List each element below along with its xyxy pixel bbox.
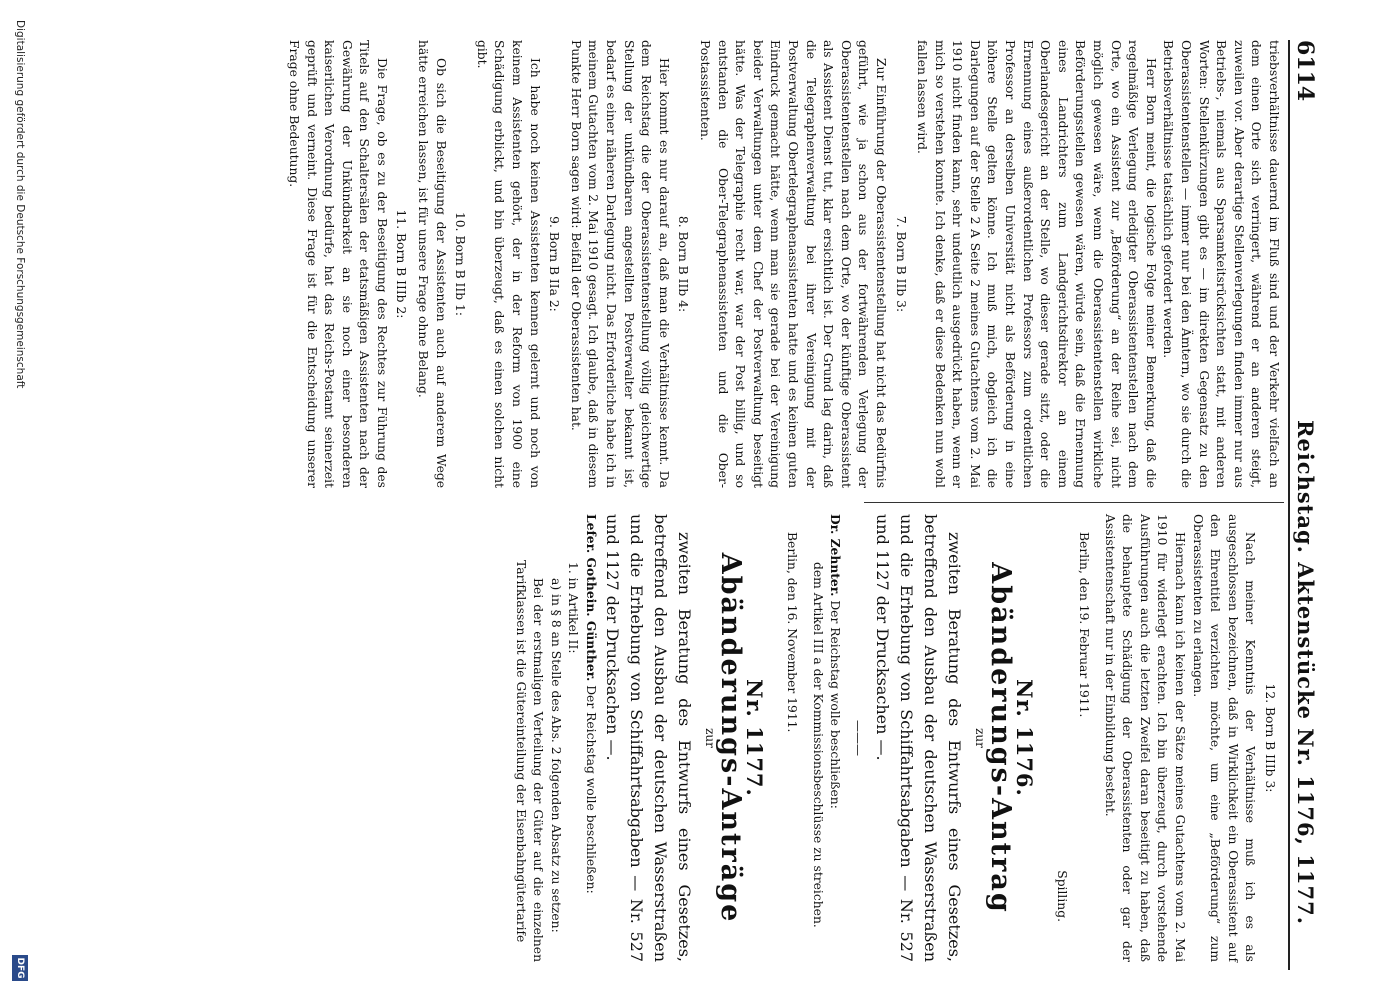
subsection-heading: 12. Born B IIIb 3:: [1263, 683, 1277, 793]
paragraph: Hiernach kann ich keinen der Sätze meines Gutachtens vom 2. Mai 1910 für widerlegt erachten. Ich bin überzeugt, durch vorstehende Ausführungen auch die letzten Zweifel daran beseitigt zu haben, daß die behauptete Schädigung der Oberassistenten oder gar der Assistentenschaft nur in der Einbildung besteht.: [1102, 514, 1188, 962]
motion-subitem: a) in § 8 an Stelle des Abs. 2 folgenden Absatz zu setzen:: [548, 578, 563, 933]
motion-subitem-text: Bei der erstmaligen Verteilung der Güter auf die einzelnen Tarifklassen ist die Gütereinteilung der Eisenbahngütertarife: [513, 560, 546, 962]
paragraph: Herr Born meint, die logische Folge meiner Bemerkung, daß die regelmäßige Verlegung erledigter Oberassistentenstellen nach dem Orte, wo ein Assistent zur „Beförderung“ an der Reihe sei, nicht möglich gewesen wäre, wenn die Oberassistentenstellen wirkliche Beförderungsstellen gewesen wären, würde sein, daß die Ernennung eines Landrichters zum Landgerichtsdirektor an einem Oberlandesgericht an der Stelle, wo dieser gerade sitzt, oder die Ernennung eines außerordentlichen Professors zum ordentlichen Professor an derselben Universität nicht als Beförderung in eine höhere Stelle gelten könne. Ich muß mich, obgleich ich die Darlegungen auf der Stelle 2 A Seite 2 meines Gutachtens vom 2. Mai 1910 nicht finden kann, sehr undeutlich ausgedrückt haben, wenn er mich so verstehen konnte. Ich denke, daß er diese Bedenken nun wohl fallen lassen wird.: [915, 40, 1158, 488]
paragraph: Die Frage, ob es zu der Beseitigung des Rechtes zur Führung des Titels auf den Schaltersälen der etatsmäßigen Assistenten nach der Gewährung der Unkündbarkeit an sie noch einer besonderen kaiserlichen Verordnung bedürfe, hat das Reichs-Postamt seinerzeit geprüft und verneint. Diese Frage ist für die Entscheidung unserer Frage ohne Bedeutung.: [286, 40, 389, 488]
motion-text: [826, 514, 845, 962]
motion-text: [581, 514, 600, 962]
motion-item: 1. in Artikel II:: [566, 562, 581, 654]
document-number: Nr. 1177.: [741, 679, 767, 797]
paragraph: Hier kommt es nur darauf an, daß man die Verhältnisse kennt. Da dem Reichstag die der Oberassistentenstellung völlig gleichwertige Stellung der unkündbaren angestellten Postverwalter bekannt ist, bedarf es einer näheren Darlegung nicht. Das Erforderliche habe ich in meinem Gutachten vom 2. Mai 1910 gesagt. Ich glaube, daß in diesem Punkte Herr Born sagen wird: Beifall der Oberassistenten hat.: [568, 40, 671, 488]
subsection-heading: 11. Born B IIIb 2:: [394, 209, 409, 319]
motion-heading: Abänderungs-Anträge: [715, 552, 747, 924]
subsection-heading: 9. Born B IIa 2:: [547, 216, 562, 312]
separator: ———: [851, 720, 866, 756]
zur-label: zur: [972, 728, 987, 748]
dateline: Berlin, den 19. Februar 1911.: [1077, 532, 1092, 718]
paragraph: triebsverhältnisse dauernd im Fluß sind und der Verkehr vielfach an dem einen Orte sich verringert, während er an anderen steigt, zuweilen vor. Aber derartige Stellenverlegungen finden immer nur aus Betriebs-, niemals aus Sparsamkeitsrücksichten statt, mit anderen Worten: Stellenkürzungen gibt es — im direkten Gegensatz zu den Oberassistentenstellen — immer nur bei den Ämtern, wo sie durch die Betriebsverhältnisse tatsächlich gefordert werden.: [1161, 40, 1281, 488]
paragraph: Nach meiner Kenntnis der Verhältnisse muß ich es als ausgeschlossen bezeichnen, daß in Wirklichkeit ein Oberassistent auf den Ehrentitel verzichten möchte, um eine „Beförderung“ zum Oberassistenten zu erlangen.: [1190, 514, 1258, 962]
credit-text: Digitalisierung gefördert durch die Deutsche Forschungsgemeinschaft: [14, 20, 26, 389]
right-column: [511, 514, 1282, 962]
subsection-heading: 10. Born B IIb 1:: [453, 211, 468, 317]
dfg-logo: DFG: [12, 955, 28, 981]
left-column: [284, 40, 1282, 488]
subsection-heading: 8. Born B IIb 4:: [676, 215, 691, 313]
column-divider: [864, 502, 1284, 503]
subsection-heading: 7. Born B IIb 3:: [893, 215, 908, 313]
page-header: [1290, 40, 1320, 970]
paragraph: Ich habe noch keinen Assistenten kennen gelernt und noch von keinem Assistenten gehört, der in der Reform von 1900 eine Schädigung erblickt, und bin überzeugt, daß es einen solchen nicht gibt.: [474, 40, 542, 488]
motion-heading: Abänderungs-Antrag: [985, 562, 1017, 914]
motion-formula: Der Reichstag wolle beschließen:: [828, 600, 843, 809]
paragraph: Ob sich die Beseitigung der Assistenten auch auf anderem Wege hätte erreichen lassen, ist für unsere Frage ohne Belang.: [416, 40, 448, 488]
paragraph: Zur Einführung der Oberassistentenstellung hat nicht das Bedürfnis geführt, wie ja schon aus der fortwährenden Verlegung der Oberassistentenstellen nach dem Orte, wo der künftige Oberassistent als Assistent Dienst tut, klar ersichtlich ist. Der Grund lag darin, daß die Telegraphenverwaltung bei ihrer Vereinigung mit der Postverwaltung Obertelegraphenassistenten hatte und es keinen guten Eindruck gemacht hätte, wenn man sie gerade bei der Vereinigung beider Verwaltungen unter dem Chef der Postverwaltung beseitigt hätte. Was der Telegraphie recht war, war der Post billig, und so entstanden die Ober-Telegraphenassistenten und die Ober-Postassistenten.: [698, 40, 888, 488]
zur-label: zur: [702, 728, 717, 748]
signature: Spilling.: [1055, 870, 1070, 922]
running-title: Reichstag. Aktenstücke Nr. 1176, 1177.: [1293, 420, 1318, 926]
dateline: Berlin, den 16. November 1911.: [785, 532, 800, 733]
bill-reference: zweiten Beratung des Entwurfs eines Gesetzes, betreffend den Ausbau der deutschen Wasserstraßen und die Erhebung von Schiffahrtsabgaben — Nr. 527 und 1127 der Drucksachen —.: [602, 514, 694, 962]
page-number: 6114: [1292, 40, 1318, 102]
digitization-credit: [8, 20, 28, 980]
bill-reference: zweiten Beratung des Entwurfs eines Gesetzes, betreffend den Ausbau der deutschen Wasserstraßen und die Erhebung von Schiffahrtsabgaben — Nr. 527 und 1127 der Drucksachen —.: [873, 514, 965, 962]
mover-name: Dr. Zehnter.: [828, 514, 844, 597]
mover-names: Lefer. Gothein. Günther.: [583, 514, 599, 682]
header-rule: [1288, 40, 1290, 970]
document-number: Nr. 1176.: [1011, 679, 1037, 797]
motion-formula: Der Reichstag wolle beschließen:: [583, 685, 598, 894]
motion-item: dem Artikel III a der Kommissionsbeschlüsse zu streichen.: [810, 562, 825, 928]
document-page: [30, 40, 1320, 980]
